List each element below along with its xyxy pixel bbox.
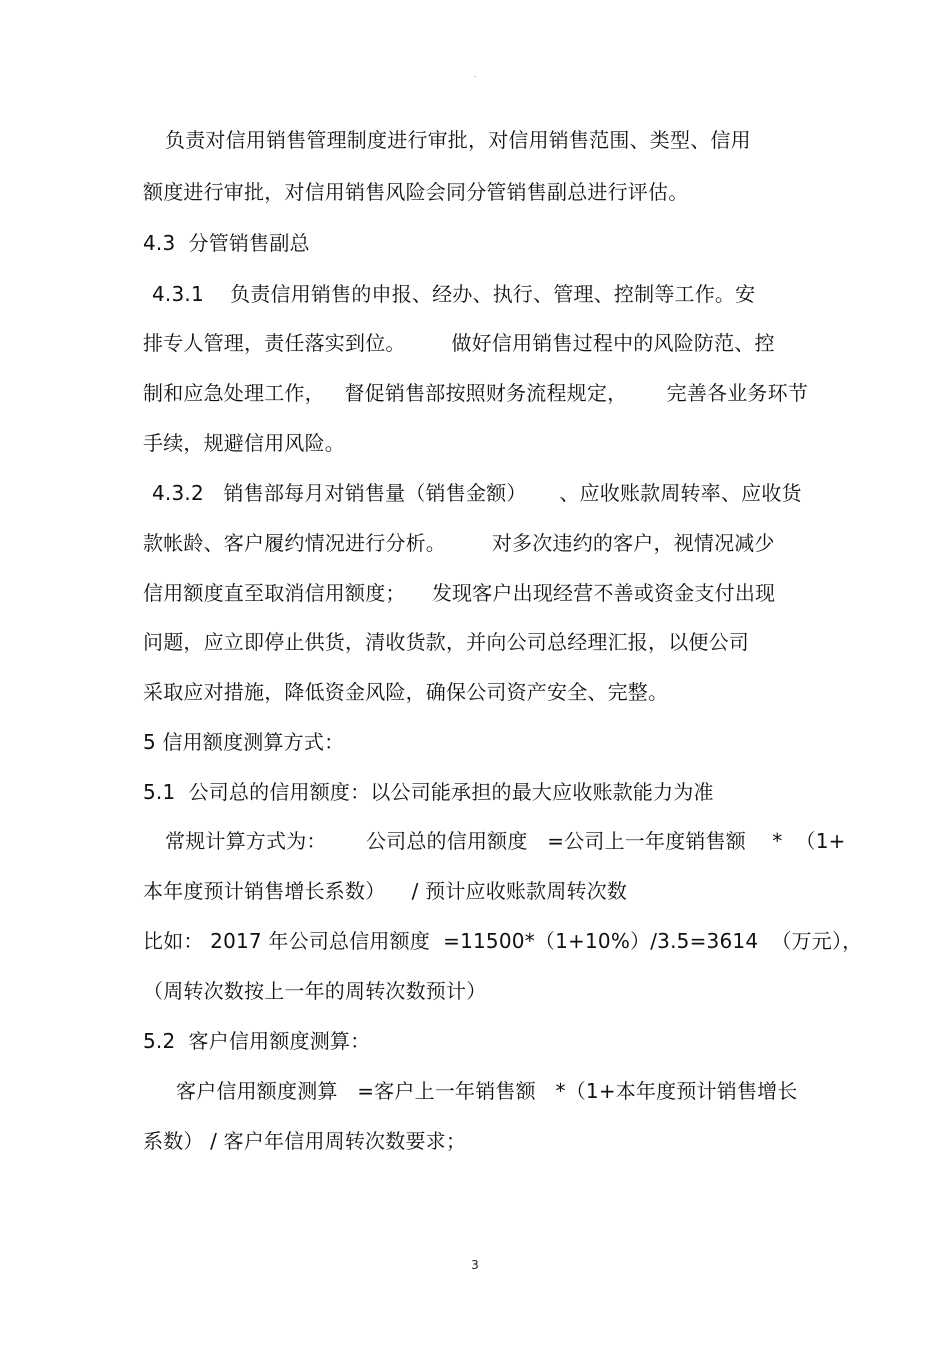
- paragraph-line-5: 排专人管理，责任落实到位。 做好信用销售过程中的风险防范、控: [143, 331, 775, 355]
- paragraph-line-10: 信用额度直至取消信用额度； 发现客户出现经营不善或资金支付出现: [143, 581, 776, 605]
- formula-line-3: 客户信用额度测算 =客户上一年销售额 *（1+本年度预计销售增长: [176, 1079, 798, 1103]
- paragraph-line-7: 手续，规避信用风险。: [143, 431, 345, 455]
- paragraph-line-4: 4.3.1 负责信用销售的申报、经办、执行、管理、控制等工作。安: [152, 282, 756, 306]
- section-heading-5: 5 信用额度测算方式：: [143, 730, 345, 754]
- paragraph-line-8: 4.3.2 销售部每月对销售量（销售金额） 、应收账款周转率、应收货: [152, 481, 802, 505]
- paragraph-line-1: 负责对信用销售管理制度进行审批，对信用销售范围、类型、信用: [165, 128, 751, 152]
- section-heading-4-3: 4.3 分管销售副总: [143, 231, 310, 255]
- paragraph-line-2: 额度进行审批，对信用销售风险会同分管销售副总进行评估。: [143, 180, 689, 204]
- example-line: 比如： 2017 年公司总信用额度 =11500*（1+10%）/3.5=3614 （万元），: [143, 929, 863, 953]
- paragraph-line-12: 采取应对措施，降低资金风险，确保公司资产安全、完整。: [143, 680, 669, 704]
- formula-line-1: 常规计算方式为： 公司总的信用额度 =公司上一年度销售额 * （1+: [165, 829, 846, 853]
- formula-line-2: 本年度预计销售增长系数） / 预计应收账款周转次数: [143, 879, 628, 903]
- formula-line-4: 系数） / 客户年信用周转次数要求；: [143, 1129, 467, 1153]
- note-line: （周转次数按上一年的周转次数预计）: [143, 979, 487, 1003]
- header-mark: .: [473, 70, 477, 79]
- page-number: 3: [471, 1258, 479, 1272]
- section-heading-5-1: 5.1 公司总的信用额度：以公司能承担的最大应收账款能力为准: [143, 780, 714, 804]
- section-heading-5-2: 5.2 客户信用额度测算：: [143, 1029, 371, 1053]
- paragraph-line-9: 款帐龄、客户履约情况进行分析。 对多次违约的客户，视情况减少: [143, 531, 775, 555]
- paragraph-line-6: 制和应急处理工作， 督促销售部按照财务流程规定， 完善各业务环节: [143, 381, 809, 405]
- paragraph-line-11: 问题，应立即停止供货，清收货款，并向公司总经理汇报，以便公司: [143, 630, 749, 654]
